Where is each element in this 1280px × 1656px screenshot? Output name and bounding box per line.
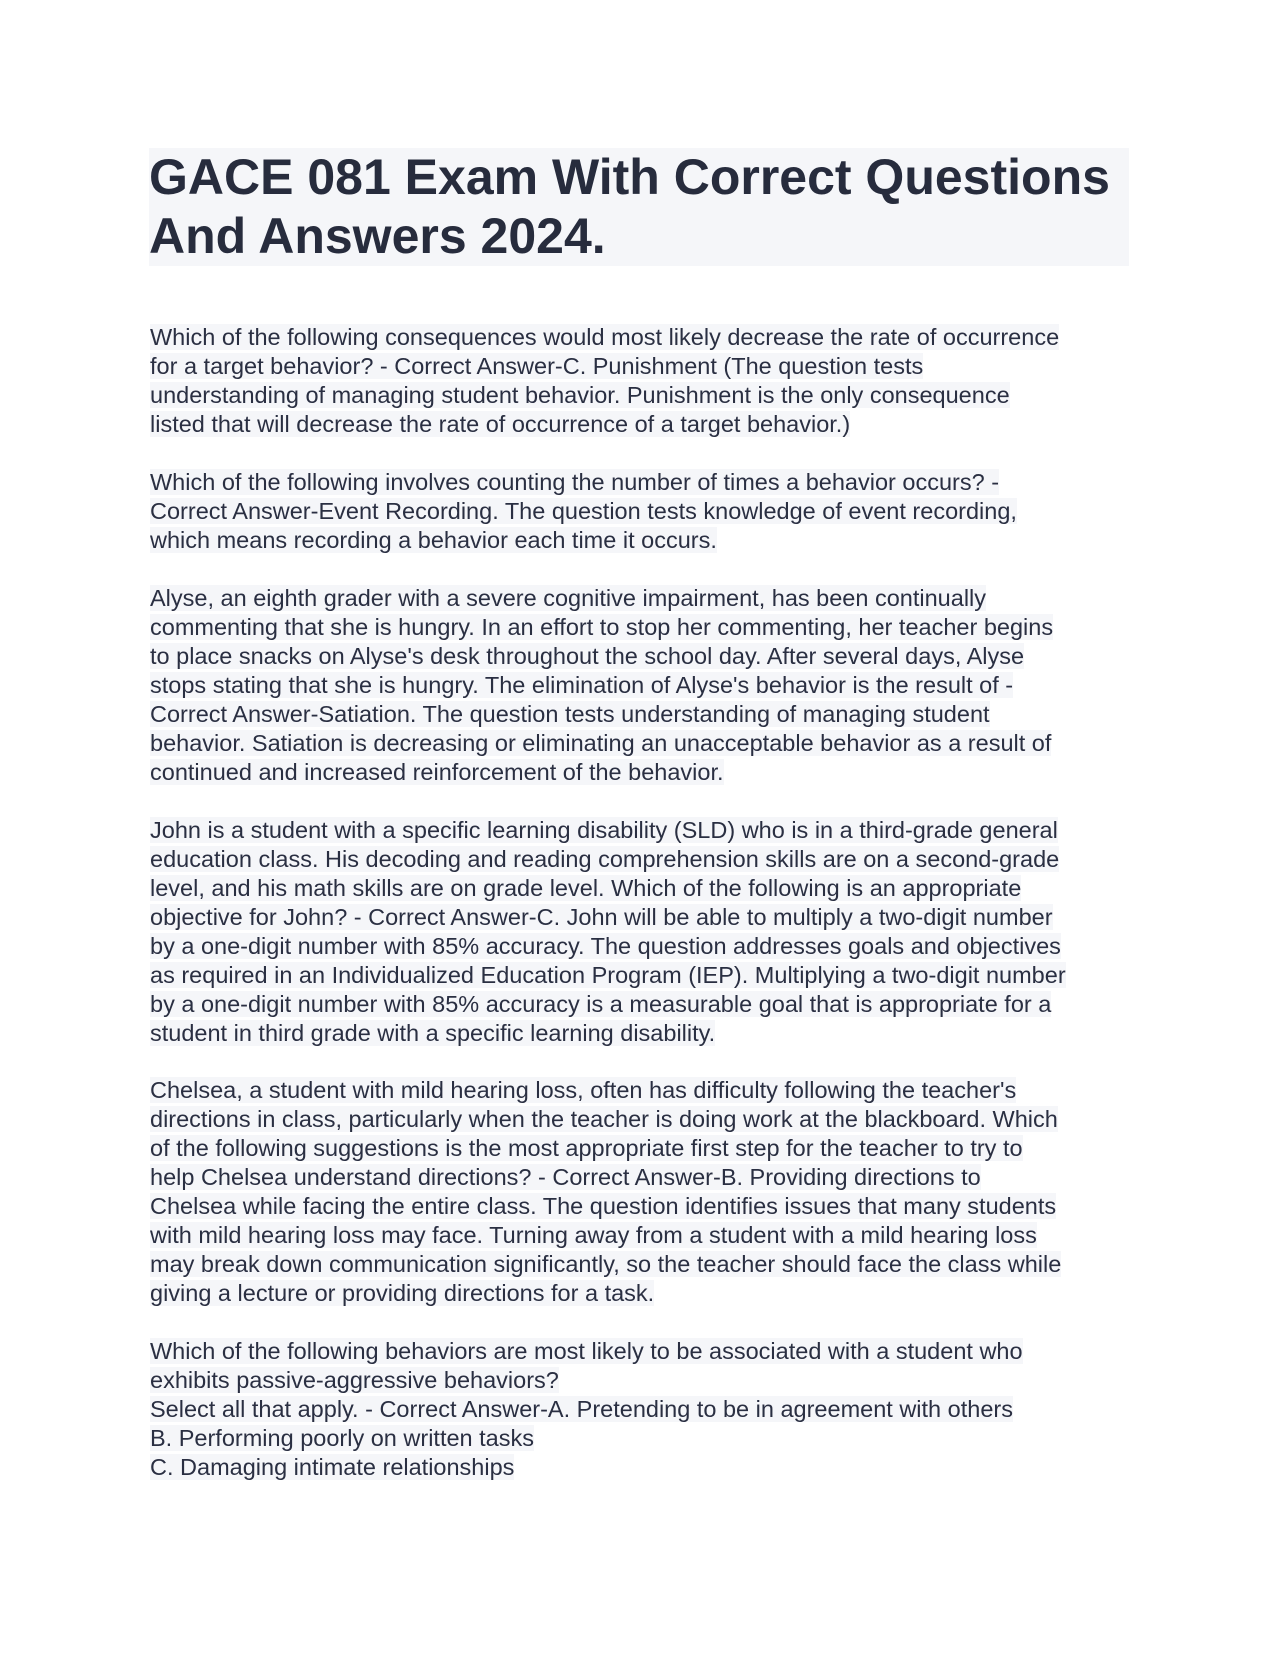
qa-text: Alyse, an eighth grader with a severe cognitive impairment, has been continually commenting that she is hungry. In an effort to stop her commenting, her teacher begins to place snacks on Alyse's desk throughout the school day. After several days, Alyse stops stating that she is hungry. The elimination of Alyse's behavior is the result of - Correct Answer-Satiation. The question tests understanding of managing student behavior. Satiation is decreasing or eliminating an unacceptable behavior as a result of continued and increased reinforcement of the behavior. — [150, 585, 1054, 785]
qa-text: John is a student with a specific learning disability (SLD) who is in a third-grade general education class. His decoding and reading comprehension skills are on a second-grade level, and his math skills are on grade level. Which of the following is an appropriate objective for John? - Correct Answer-C. John will be able to multiply a two-digit number by a one-digit number with 85% accuracy. The question addresses goals and objectives as required in an Individualized Education Program (IEP). Multiplying a two-digit number by a one-digit number with 85% accuracy is a measurable goal that is appropriate for a student in third grade with a specific learning disability. — [150, 817, 1066, 1046]
qa-entry — [150, 816, 1140, 1048]
qa-entry — [150, 1337, 1140, 1482]
qa-entry — [150, 584, 1140, 787]
title-line-2: And Answers 2024. — [149, 208, 606, 264]
title-block — [149, 148, 1129, 266]
qa-entry — [150, 323, 1140, 439]
qa-text: Which of the following consequences would most likely decrease the rate of occurrence for a target behavior? - Correct Answer-C. Punishment (The question tests understanding of managing student behavior. Punishment is the only consequence listed that will decrease the rate of occurrence of a target behavior.) — [150, 324, 1060, 437]
qa-entry — [150, 1076, 1140, 1308]
title-line-1: GACE 081 Exam With Correct Questions — [149, 149, 1110, 205]
qa-text: Which of the following involves counting the number of times a behavior occurs? - Correct Answer-Event Recording. The question tests knowledge of event recording, which means recording a behavior each time it occurs. — [150, 469, 1017, 553]
qa-text: Chelsea, a student with mild hearing loss, often has difficulty following the teacher's directions in class, particularly when the teacher is doing work at the blackboard. Which of the following suggestions is the most appropriate first step for the teacher to try to help Chelsea understand directions? - Correct Answer-B. Providing directions to Chelsea while facing the entire class. The question identifies issues that many students with mild hearing loss may face. Turning away from a student with a mild hearing loss may break down communication significantly, so the teacher should face the class while giving a lecture or providing directions for a task. — [150, 1077, 1062, 1306]
document-title — [149, 148, 1129, 266]
qa-text: Which of the following behaviors are most likely to be associated with a student who exhibits passive-aggressive behaviors? Select all that apply. - Correct Answer-A. Pretending to be in agreement with others B. Performing poorly on written tasks C. Damaging intimate relationships — [150, 1338, 1023, 1480]
document-page — [149, 148, 1132, 1480]
qa-entry — [150, 468, 1140, 555]
